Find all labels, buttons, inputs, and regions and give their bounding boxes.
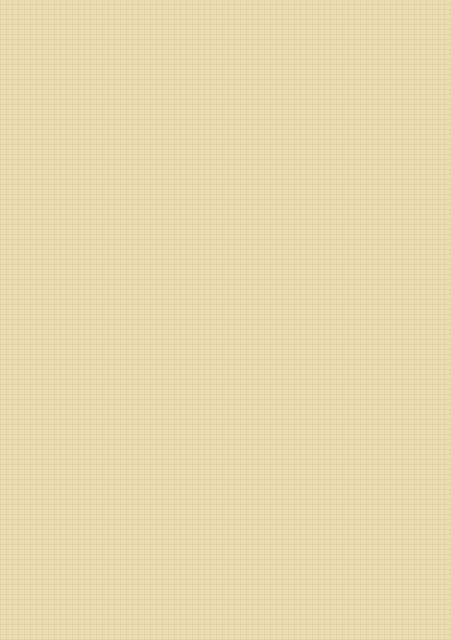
document-body bbox=[62, 50, 390, 57]
page-border-left bbox=[2, 30, 32, 610]
page-border-bottom bbox=[0, 608, 452, 638]
page-border-top bbox=[0, 2, 452, 32]
page-border-right bbox=[420, 30, 450, 610]
